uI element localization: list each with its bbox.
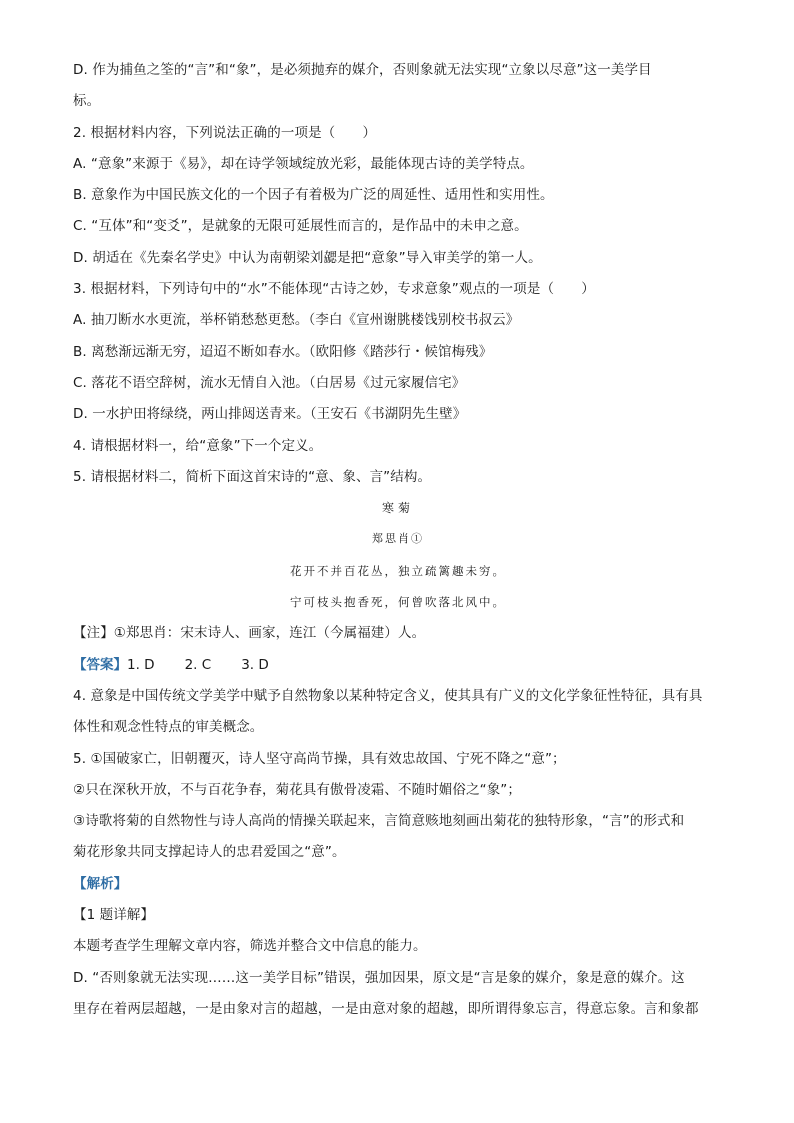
answer-5-text: 5. ①国破家亡，旧朝覆灭，诗人坚守高尚节操，具有效忠故国、宁死不降之“意”； [73, 750, 566, 767]
option-b: B. 意象作为中国民族文化的一个因子有着极为广泛的周延性、适用性和实用性。 [73, 187, 554, 204]
analysis-paragraph: D. “否则象就无法实现……这一美学目标”错误，强加因果，原文是“言是象的媒介，象是意的媒介。这 [73, 969, 685, 986]
option-d: D. 胡适在《先秦名学史》中认为南朝梁刘勰是把“意象”导入审美学的第一人。 [73, 249, 542, 266]
answer-5-text: 菊花形象共同支撑起诗人的忠君爱国之“意”。 [73, 844, 346, 861]
answer-line [73, 655, 723, 686]
question-2: 2. 根据材料内容，下列说法正确的一项是（ ） [73, 124, 377, 141]
document-page [73, 60, 723, 1030]
option-d: D. 一水护田将绿绕，两山排闼送青来。（王安石《书湖阴先生壁》 [73, 406, 467, 423]
poem-verse: 花开不并百花丛，独立疏篱趣未穷。 [290, 563, 506, 578]
option-c: C. 落花不语空辞树，流水无情自入池。（白居易《过元家履信宅》 [73, 374, 466, 391]
answer-3: 3. D [241, 656, 269, 673]
text-line: 标。 [73, 93, 101, 110]
analysis-tag: 【解析】 [73, 875, 128, 892]
poem-author: 郑思肖① [372, 532, 424, 546]
answer-5-text: ②只在深秋开放，不与百花争春，菊花具有傲骨凌霜、不随时媚俗之“象”； [73, 781, 521, 798]
option-a: A. “意象”来源于《易》，却在诗学领域绽放光彩，最能体现古诗的美学特点。 [73, 155, 534, 172]
question-4: 4. 请根据材料一，给“意象”下一个定义。 [73, 437, 323, 454]
answer-tag: 【答案】 [73, 656, 127, 673]
option-c: C. “互体”和“变爻”，是就象的无限可延展性而言的，是作品中的未申之意。 [73, 218, 528, 235]
analysis-paragraph: 本题考查学生理解文章内容，筛选并整合文中信息的能力。 [73, 938, 427, 955]
answer-2: 2. C [184, 656, 212, 673]
option-a: A. 抽刀断水水更流，举杯销愁愁更愁。（李白《宣州谢朓楼饯别校书叔云》 [73, 312, 520, 329]
text-line: D. 作为捕鱼之筌的“言”和“象”，是必须抛弃的媒介，否则象就无法实现“立象以尽意”这一美学目 [73, 62, 652, 78]
poem-title: 寒菊 [381, 501, 414, 516]
question-3: 3. 根据材料，下列诗句中的“水”不能体现“古诗之妙，专求意象”观点的一项是（ ） [73, 281, 595, 298]
answer-4-text: 体性和观念性特点的审美概念。 [73, 719, 264, 736]
poem-note: 【注】①郑思肖：宋末诗人、画家，连江（今属福建）人。 [73, 625, 426, 642]
answer-5-text: ③诗歌将菊的自然物性与诗人高尚的情操关联起来，言简意赅地刻画出菊花的独特形象，“言”的形式和 [73, 813, 685, 830]
analysis-paragraph: 里存在着两层超越，一是由象对言的超越，一是由意对象的超越，即所谓得象忘言，得意忘象。言和象都 [73, 1000, 699, 1017]
answer-1: 1. D [127, 656, 155, 673]
question-5: 5. 请根据材料二，简析下面这首宋诗的“意、象、言”结构。 [73, 468, 432, 485]
poem-verse: 宁可枝头抱香死，何曾吹落北风中。 [290, 595, 506, 610]
option-b: B. 离愁渐远渐无穷，迢迢不断如春水。（欧阳修《踏莎行・候馆梅残》 [73, 343, 493, 360]
analysis-subheading: 【1 题详解】 [73, 907, 155, 924]
answer-4-text: 4. 意象是中国传统文学美学中赋予自然物象以某种特定含义，使其具有广义的文化学象征性特征，具有具 [73, 687, 703, 704]
